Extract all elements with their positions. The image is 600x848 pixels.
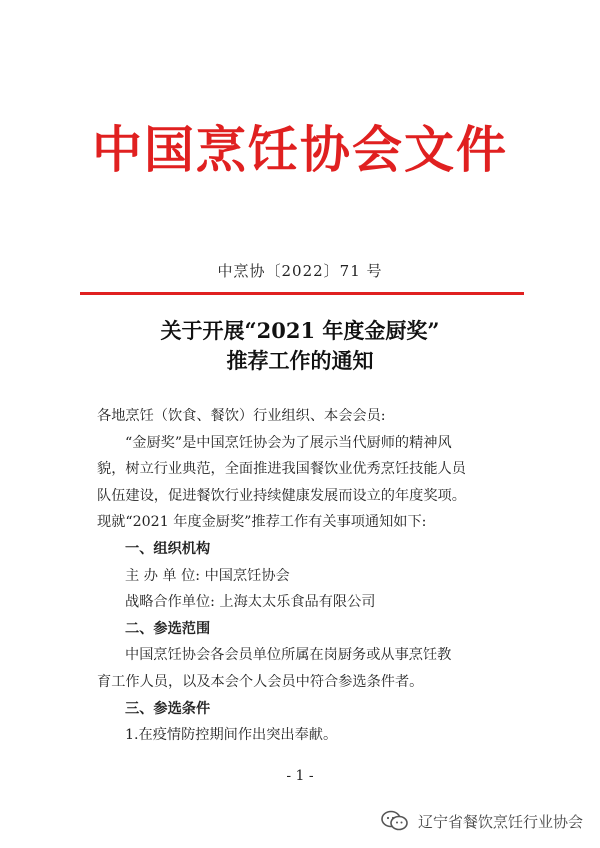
intro-line-4: 现就“2021 年度金厨奖”推荐工作有关事项通知如下: — [97, 514, 427, 531]
notice-title-line-2: 推荐工作的通知 — [226, 348, 374, 373]
salutation: 各地烹饪（饮食、餐饮）行业组织、本会会员: — [97, 408, 386, 424]
source-watermark — [380, 808, 590, 834]
intro-line-2: 貌，树立行业典范，全面推进我国餐饮业优秀烹饪技能人员 — [97, 461, 466, 478]
notice-title — [0, 316, 600, 376]
partner-line: 战略合作单位: 上海太太乐食品有限公司 — [125, 594, 376, 611]
condition-item-1: 1.在疫情防控期间作出突出奉献。 — [125, 727, 338, 744]
intro-line-3: 队伍建设，促进餐饮行业持续健康发展而设立的年度奖项。 — [97, 487, 466, 504]
scope-line-2: 育工作人员，以及本会个人会员中符合参选条件者。 — [97, 673, 424, 690]
section-heading-organization: 一、组织机构 — [125, 540, 211, 557]
organizer-line: 主 办 单 位: 中国烹饪协会 — [125, 567, 290, 584]
document-number: 中烹协〔2022〕71 号 — [217, 262, 383, 280]
masthead-title: 中国烹饪协会文件 — [92, 120, 508, 179]
section-heading-scope: 二、参选范围 — [125, 620, 211, 637]
section-heading-conditions: 三、参选条件 — [125, 700, 211, 717]
watermark-text: 辽宁省餐饮烹饪行业协会 — [418, 812, 584, 831]
notice-title-line-1: 关于开展“2021 年度金厨奖” — [160, 318, 440, 343]
notice-body — [97, 403, 517, 749]
wechat-official-account-icon — [380, 809, 410, 833]
scope-line-1: 中国烹饪协会各会员单位所属在岗厨务或从事烹饪教 — [125, 647, 452, 664]
page-number: - 1 - — [286, 768, 314, 784]
intro-line-1: “金厨奖”是中国烹饪协会为了展示当代厨师的精神风 — [125, 434, 452, 451]
red-divider-line — [80, 292, 524, 295]
